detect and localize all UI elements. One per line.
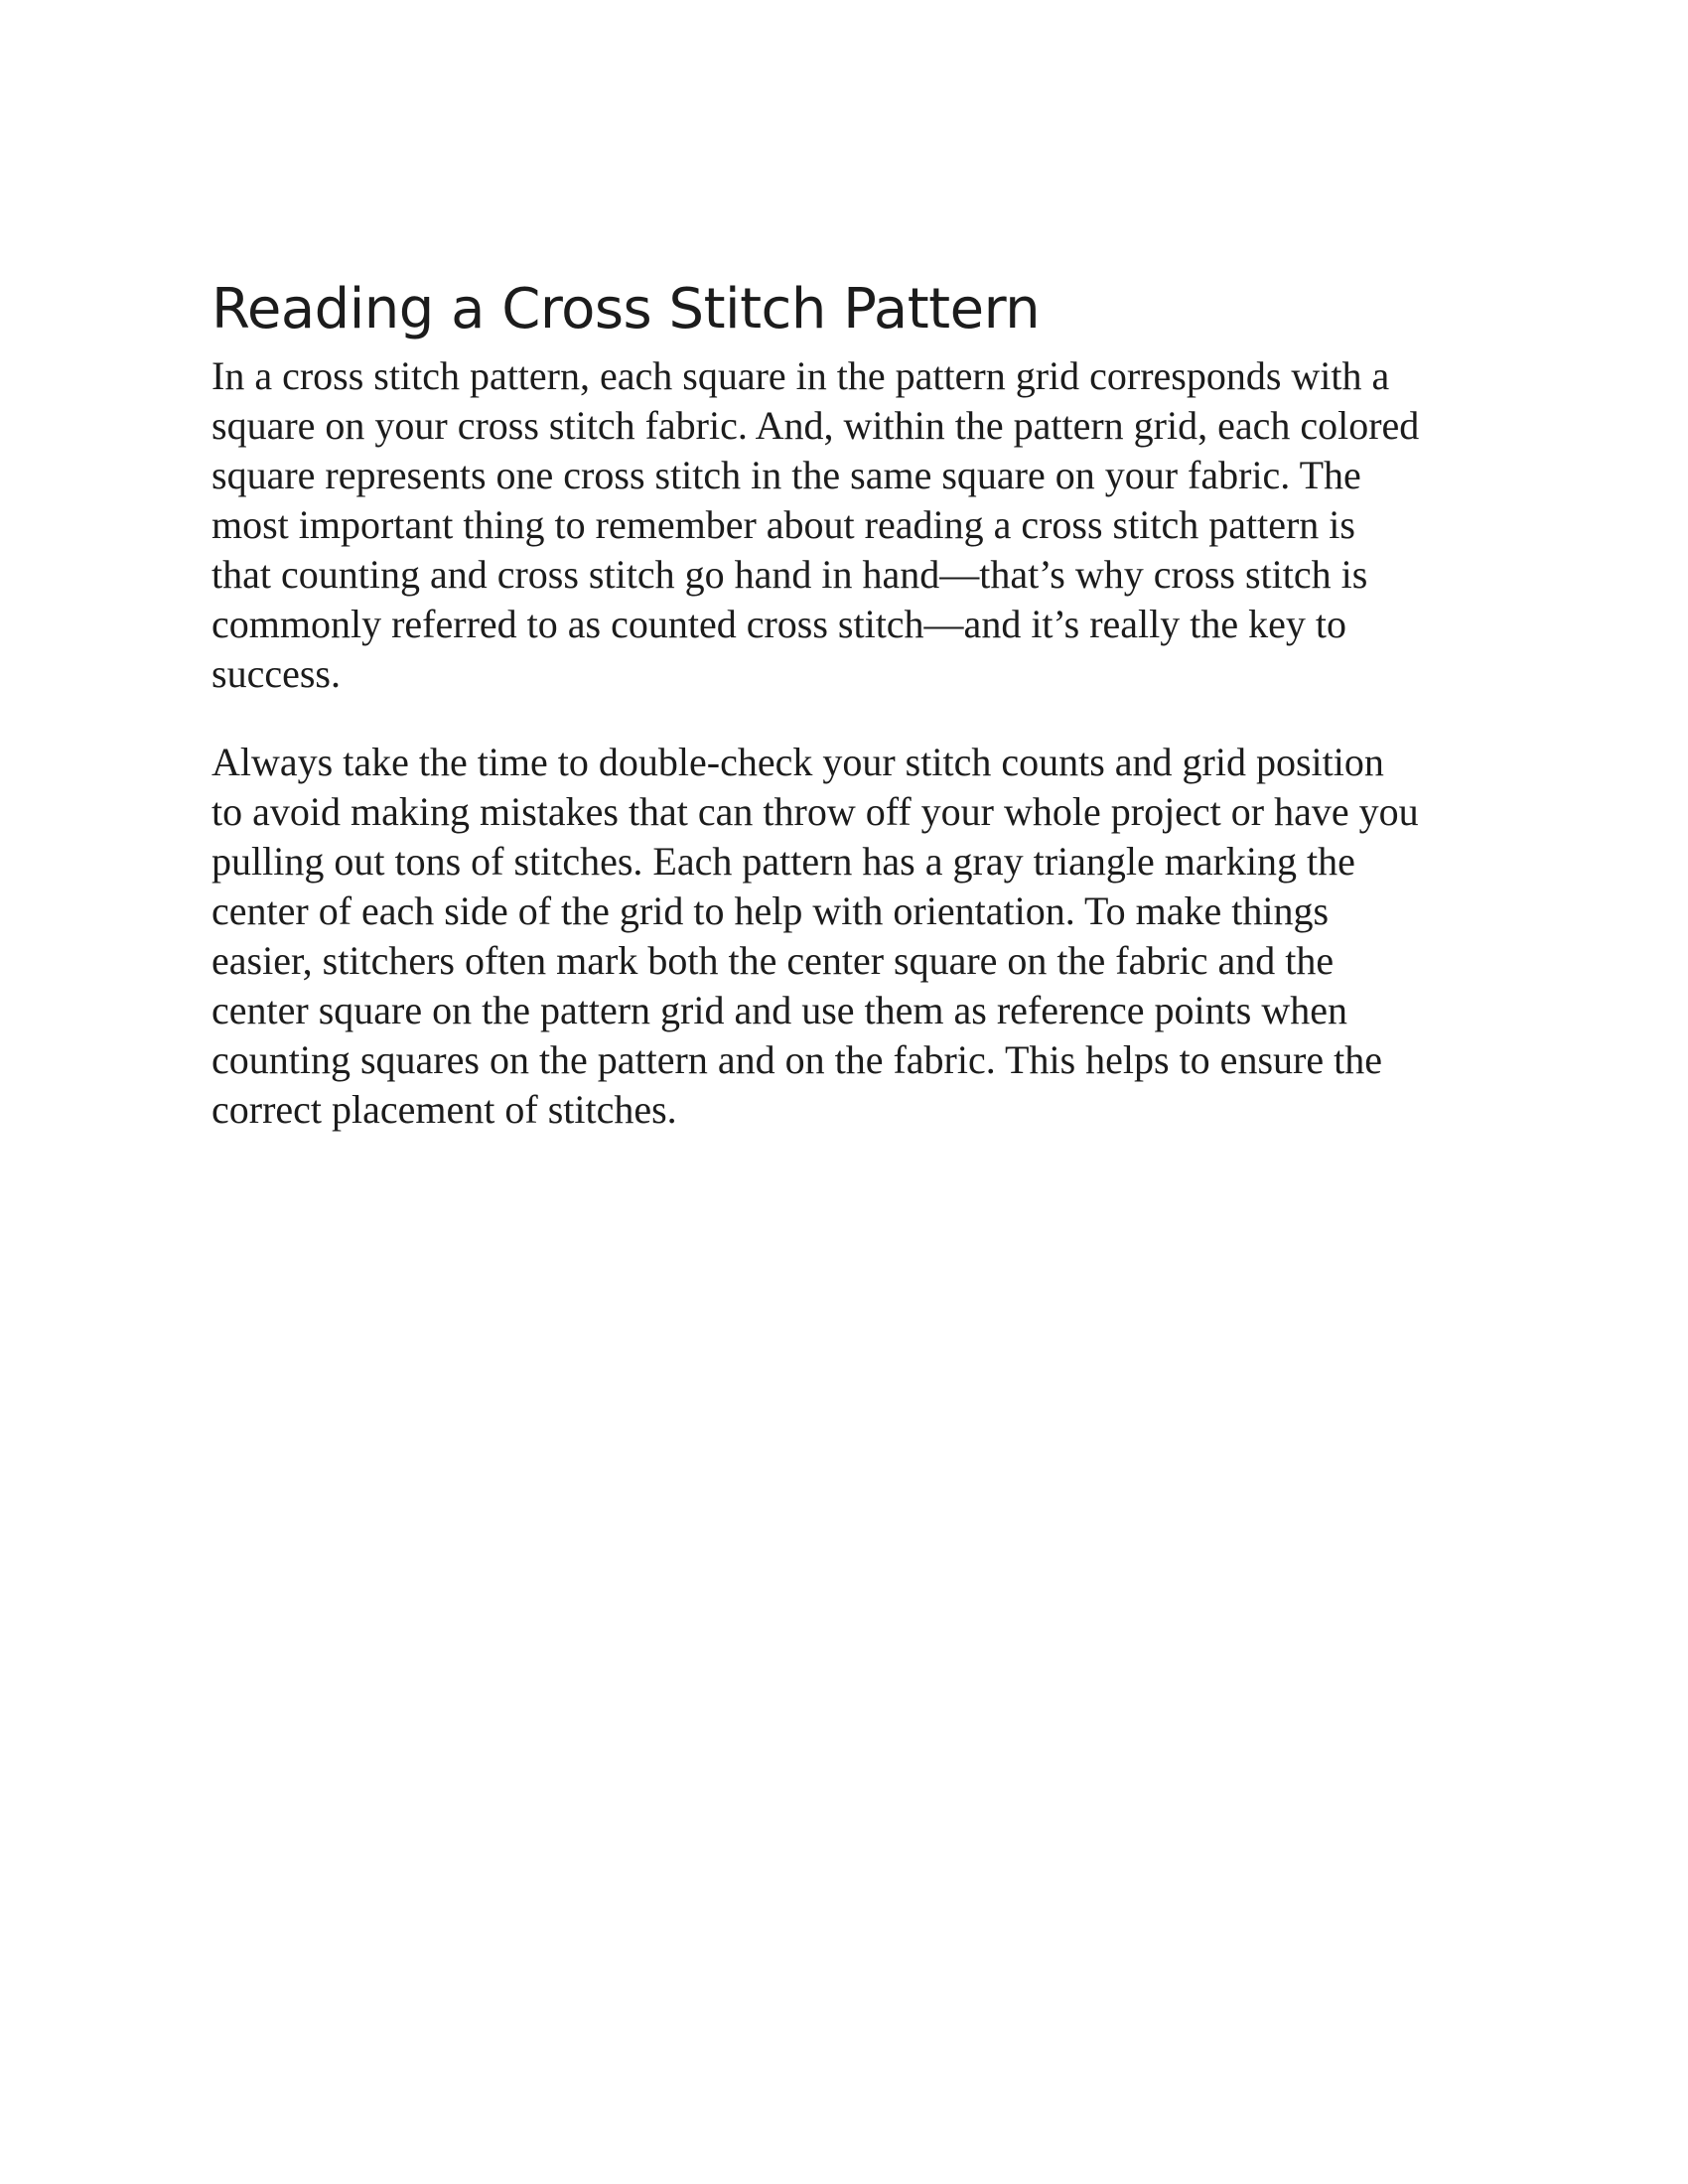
text-line: to avoid making mistakes that can throw off your whole project or have you [211,789,1419,834]
text-line: square represents one cross stitch in the same square on your fabric. The [211,453,1361,497]
text-line: Always take the time to double-check your stitch counts and grid position [211,740,1384,784]
paragraph-intro [211,351,1502,699]
paragraph-counting-tips [211,738,1502,1135]
text-line: In a cross stitch pattern, each square in the pattern grid corresponds with a [211,353,1390,398]
text-line: center of each side of the grid to help with orientation. To make things [211,888,1330,933]
text-line: commonly referred to as counted cross stitch—and it’s really the key to [211,602,1347,646]
text-line: pulling out tons of stitches. Each pattern has a gray triangle marking the [211,839,1355,884]
page-title: Reading a Cross Stitch Pattern [211,277,1041,341]
text-line: most important thing to remember about reading a cross stitch pattern is [211,502,1355,547]
text-line: counting squares on the pattern and on the fabric. This helps to ensure the [211,1037,1382,1082]
document-page [211,276,1502,1135]
text-line: correct placement of stitches. [211,1087,677,1132]
text-line: easier, stitchers often mark both the center square on the fabric and the [211,938,1335,983]
text-line: square on your cross stitch fabric. And, within the pattern grid, each colored [211,403,1420,448]
text-line: that counting and cross stitch go hand in hand—that’s why cross stitch is [211,552,1368,597]
text-line: success. [211,651,341,696]
text-line: center square on the pattern grid and use them as reference points when [211,988,1347,1032]
